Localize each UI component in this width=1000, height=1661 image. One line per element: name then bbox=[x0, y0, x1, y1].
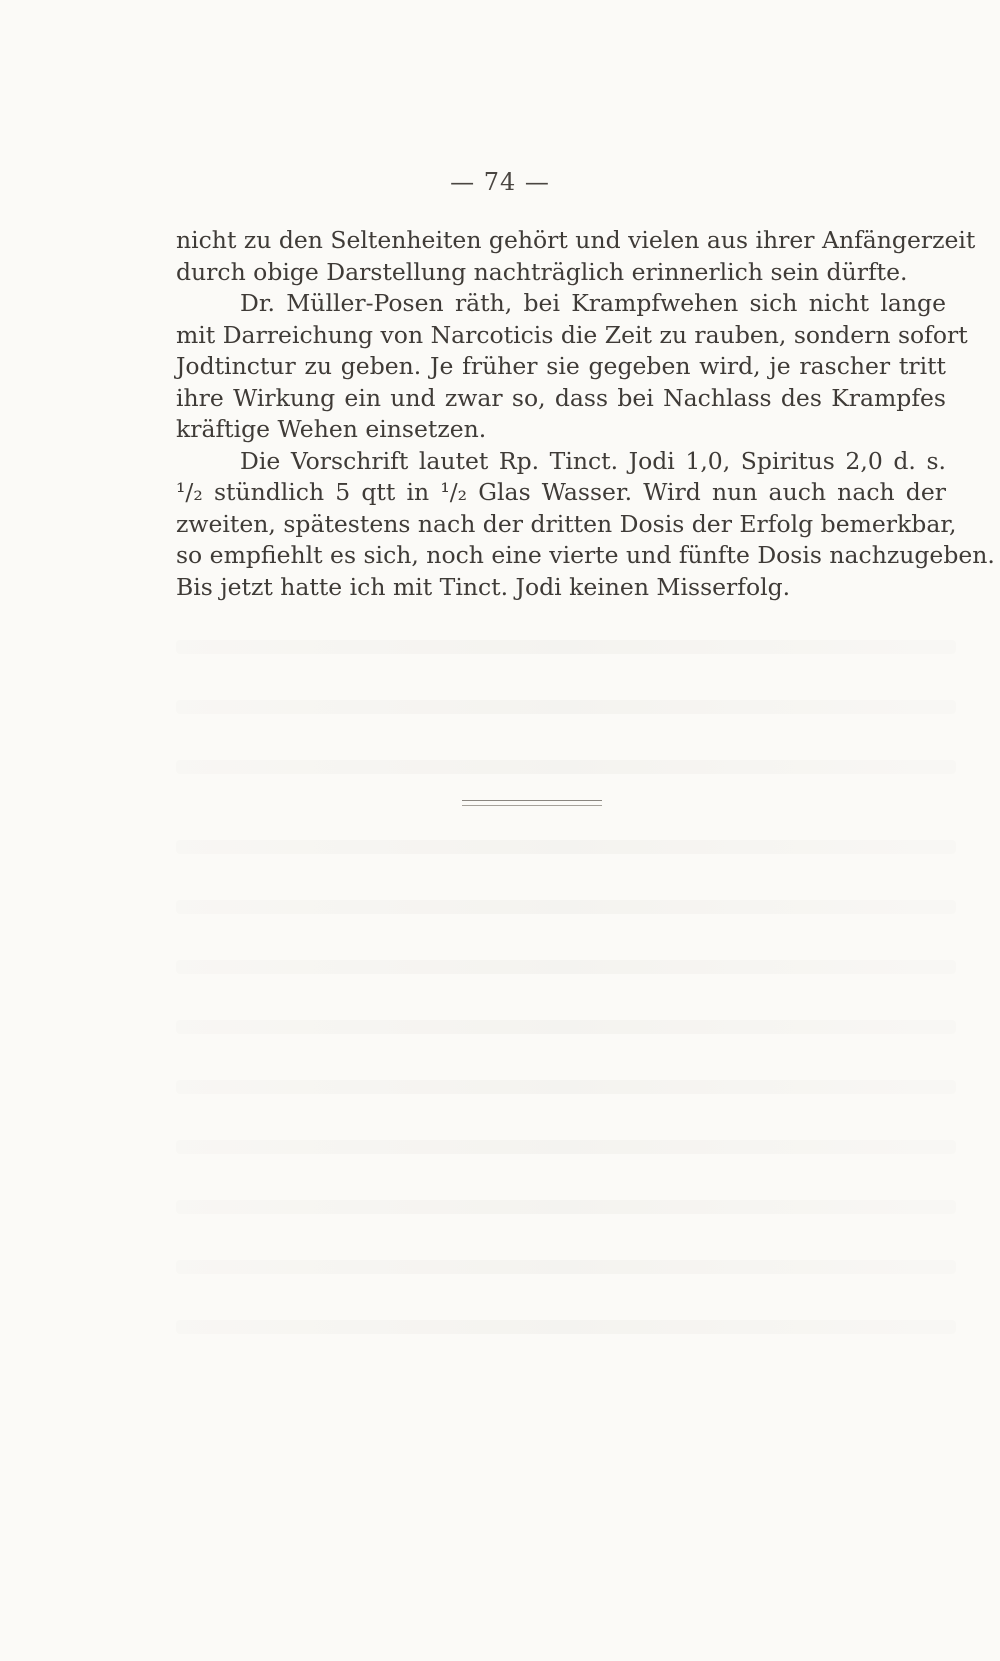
text-line: Jodtinctur zu geben. Je früher sie gegeben wird, je rascher tritt bbox=[176, 352, 946, 380]
show-through-texture bbox=[176, 1140, 956, 1154]
show-through-texture bbox=[176, 1080, 956, 1094]
section-divider-secondary bbox=[462, 805, 602, 806]
show-through-texture bbox=[176, 1320, 956, 1334]
show-through-texture bbox=[176, 900, 956, 914]
section-divider bbox=[462, 800, 602, 801]
show-through-texture bbox=[176, 640, 956, 654]
page-number: — 74 — bbox=[450, 168, 550, 196]
show-through-texture bbox=[176, 760, 956, 774]
paragraph-2 bbox=[176, 288, 968, 446]
show-through-texture bbox=[176, 1260, 956, 1274]
body-text bbox=[176, 225, 995, 603]
text-line: ihre Wirkung ein und zwar so, dass bei Nachlass des Krampfes bbox=[176, 383, 946, 412]
text-line: Bis jetzt hatte ich mit Tinct. Jodi keinen Misserfolg. bbox=[176, 572, 791, 601]
show-through-texture bbox=[176, 840, 956, 854]
paragraph-1 bbox=[176, 225, 976, 288]
text-line: durch obige Darstellung nachträglich erinnerlich sein dürfte. bbox=[176, 257, 908, 286]
show-through-texture bbox=[176, 1200, 956, 1214]
text-line: kräftige Wehen einsetzen. bbox=[176, 415, 487, 443]
text-line: Dr. Müller-Posen räth, bei Krampfwehen sich nicht lange bbox=[240, 289, 946, 317]
show-through-texture bbox=[176, 700, 956, 714]
text-line: ¹/₂ stündlich 5 qtt in ¹/₂ Glas Wasser. Wird nun auch nach der bbox=[176, 478, 946, 506]
text-line: Die Vorschrift lautet Rp. Tinct. Jodi 1,0, Spiritus 2,0 d. s. bbox=[240, 446, 946, 475]
text-line: zweiten, spätestens nach der dritten Dosis der Erfolg bemerkbar, bbox=[176, 509, 957, 538]
text-line: mit Darreichung von Narcoticis die Zeit zu rauben, sondern sofort bbox=[176, 320, 968, 349]
show-through-texture bbox=[176, 1020, 956, 1034]
text-line: nicht zu den Seltenheiten gehört und vielen aus ihrer Anfängerzeit bbox=[176, 226, 976, 254]
paragraph-3 bbox=[176, 446, 995, 604]
show-through-texture bbox=[176, 960, 956, 974]
text-line: so empfiehlt es sich, noch eine vierte und fünfte Dosis nachzugeben. bbox=[176, 541, 995, 569]
